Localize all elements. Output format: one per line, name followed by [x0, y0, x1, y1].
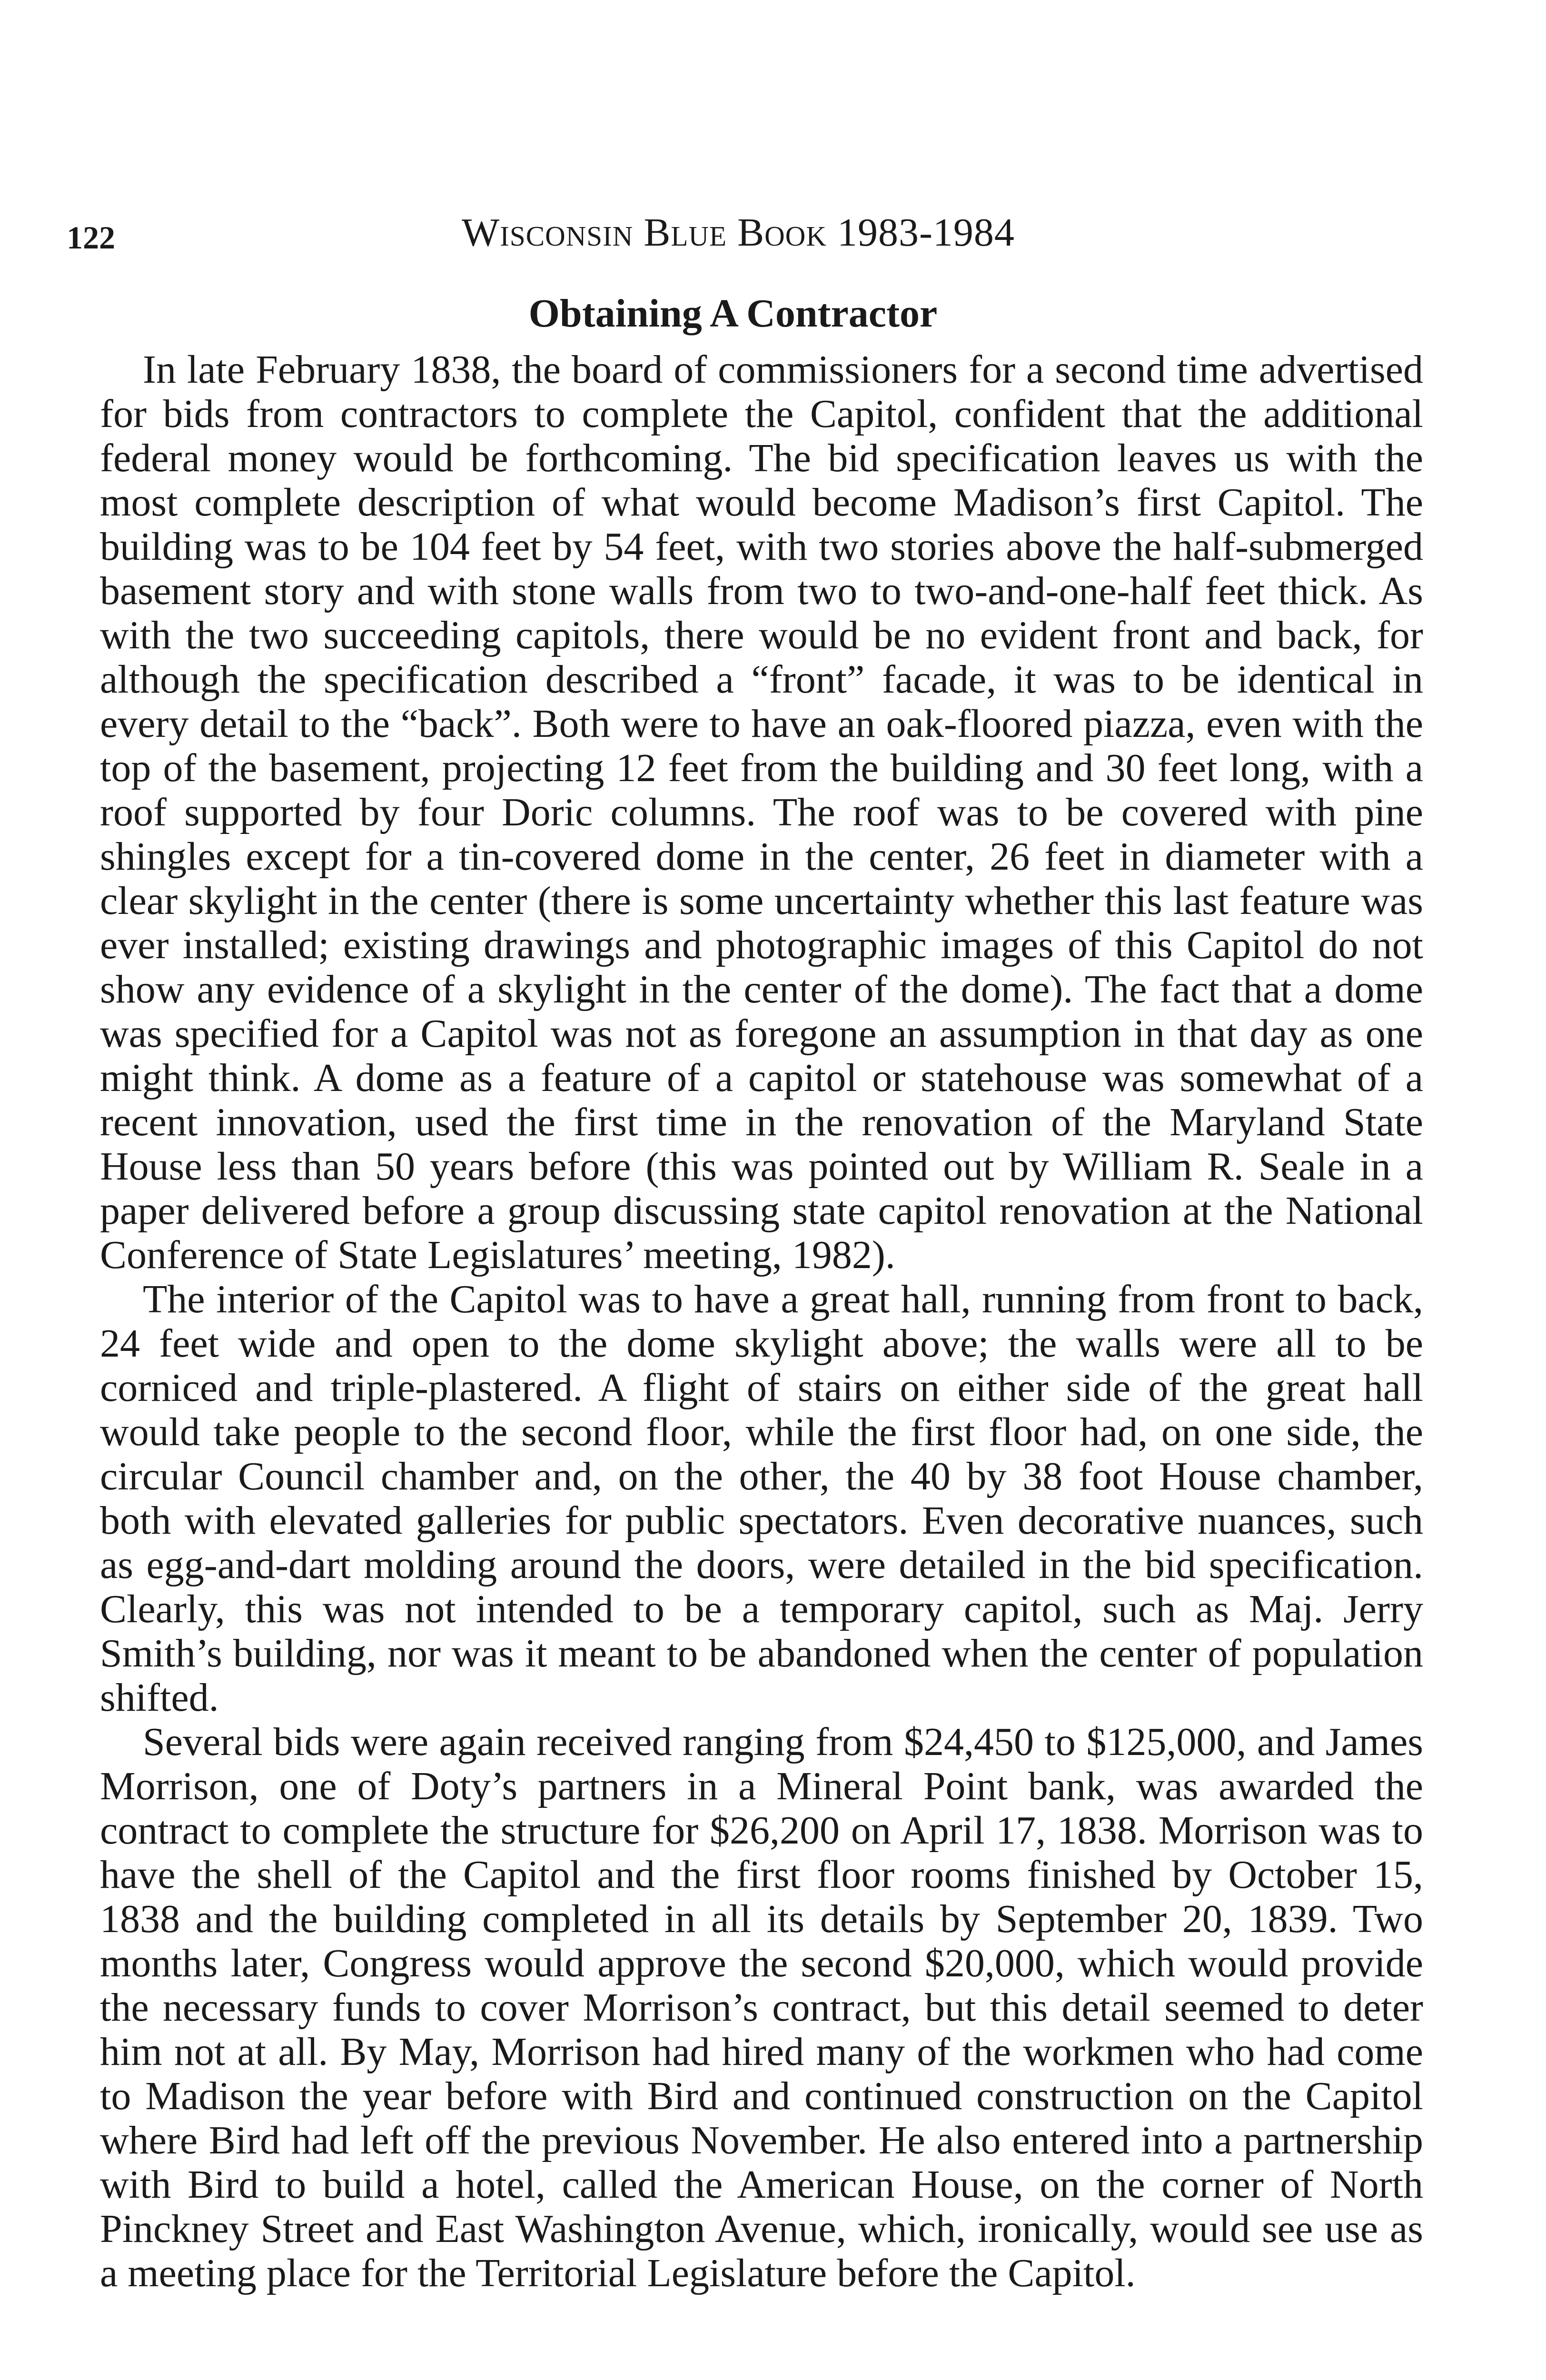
page-header — [67, 209, 1104, 262]
body-text — [100, 347, 1423, 2295]
paragraph: In late February 1838, the board of commissioners for a second time advertised for bids from contractors to complete the Capitol, confident that the additional federal money would be forthcoming. The bid specification leaves us with the most complete description of what would become Madison’s first Capitol. The building was to be 104 feet by 54 feet, with two stories above the half-submerged basement story and with stone walls from two to two-and-one-half feet thick. As with the two succeeding capitols, there would be no evident front and back, for although the specification described a “front” facade, it was to be identical in every detail to the “back”. Both were to have an oak-floored piazza, even with the top of the basement, projecting 12 feet from the building and 30 feet long, with a roof supported by four Doric columns. The roof was to be covered with pine shingles except for a tin-covered dome in the center, 26 feet in diameter with a clear skylight in the center (there is some uncertainty whether this last feature was ever installed; existing drawings and photographic images of this Capitol do not show any evidence of a skylight in the center of the dome). The fact that a dome was specified for a Capitol was not as foregone an assumption in that day as one might think. A dome as a feature of a capitol or statehouse was somewhat of a recent innovation, used the first time in the renovation of the Maryland State House less than 50 years before (this was pointed out by William R. Seale in a paper delivered before a group discussing state capitol renovation at the National Conference of State Legislatures’ meeting, 1982). — [100, 347, 1423, 1277]
paragraph: Several bids were again received ranging from $24,450 to $125,000, and James Morrison, one of Doty’s partners in a Mineral Point bank, was awarded the contract to complete the structure for $26,200 on April 17, 1838. Morrison was to have the shell of the Capitol and the first floor rooms finished by October 15, 1838 and the building completed in all its details by September 20, 1839. Two months later, Congress would approve the second $20,000, which would provide the necessary funds to cover Morrison’s contract, but this detail seemed to deter him not at all. By May, Morrison had hired many of the workmen who had come to Madison the year before with Bird and continued construction on the Capitol where Bird had left off the previous November. He also entered into a partnership with Bird to build a hotel, called the American House, on the corner of North Pinckney Street and East Washington Avenue, which, ironically, would see use as a meeting place for the Territorial Legislature before the Capitol. — [100, 1720, 1423, 2295]
paragraph: The interior of the Capitol was to have a great hall, running from front to back, 24 feet wide and open to the dome skylight above; the walls were all to be corniced and triple-plastered. A flight of stairs on either side of the great hall would take people to the second floor, while the first floor had, on one side, the circular Council chamber and, on the other, the 40 by 38 foot House chamber, both with elevated galleries for public spectators. Even decorative nuances, such as egg-and-dart molding around the doors, were detailed in the bid specification. Clearly, this was not intended to be a temporary capitol, such as Maj. Jerry Smith’s building, nor was it meant to be abandoned when the center of population shifted. — [100, 1277, 1423, 1720]
section-heading: Obtaining A Contractor — [528, 291, 938, 336]
running-title: Wisconsin Blue Book 1983-1984 — [462, 210, 1015, 255]
page-number: 122 — [67, 219, 115, 256]
